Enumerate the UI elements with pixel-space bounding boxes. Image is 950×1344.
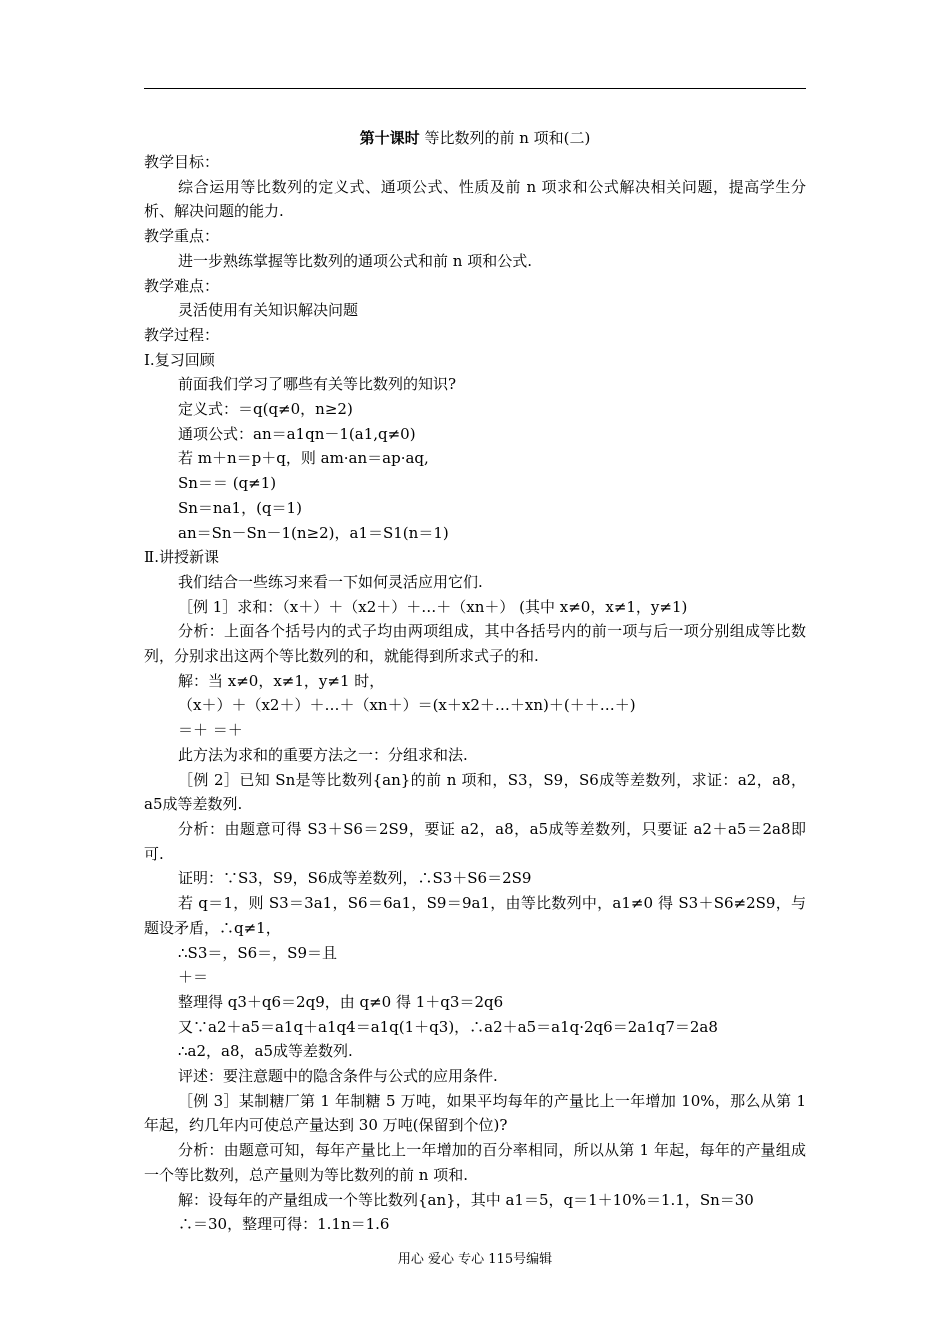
page-footer: 用心 爱心 专心 115号编辑 bbox=[397, 1252, 553, 1267]
difficulties-text: 灵活使用有关知识解决问题 bbox=[178, 301, 359, 320]
example-1-question: ［例 1］求和：（x＋）＋（x2＋）＋…＋（xn＋） (其中 x≠0，x≠1，y≠1) bbox=[178, 597, 688, 616]
section-review: Ⅰ.复习回顾 bbox=[144, 350, 215, 369]
example-3-equation: ∴＝30，整理可得：1.1n＝1.6 bbox=[178, 1215, 390, 1234]
heading-objectives: 教学目标： bbox=[144, 153, 220, 171]
header-rule bbox=[144, 88, 806, 89]
example-1-solution-step: （x＋）＋（x2＋）＋…＋（xn＋）＝(x＋x2＋…＋xn)＋(＋＋…＋) bbox=[178, 696, 636, 715]
example-2-proof-case: 若 q＝1，则 S3＝3a1，S6＝6a1，S9＝9a1，由等比数列中，a1≠0 得 S3＋S6≠2S9，与题设矛盾，∴q≠1， bbox=[144, 894, 806, 937]
formula-property: 若 m＋n＝p＋q，则 am·an＝ap·aq, bbox=[178, 449, 429, 468]
example-2-proof-conclusion: ∴a2，a8，a5成等差数列. bbox=[178, 1042, 353, 1061]
heading-process: 教学过程： bbox=[144, 325, 220, 344]
example-3-solution: 解：设每年的产量组成一个等比数列{an}，其中 a1＝5，q＝1＋10%＝1.1，Sn＝30 bbox=[178, 1190, 754, 1209]
example-1-solution-result: ＝＋ ＝＋ bbox=[178, 721, 243, 740]
formula-definition: 定义式：＝q(q≠0，n≥2) bbox=[178, 400, 353, 419]
example-2-proof-start: 证明：∵S3，S9，S6成等差数列，∴S3＋S6＝2S9 bbox=[178, 869, 532, 888]
example-2-proof-sums: ∴S3＝，S6＝，S9＝且 bbox=[178, 943, 338, 962]
review-intro: 前面我们学习了哪些有关等比数列的知识? bbox=[178, 375, 457, 394]
heading-key-points: 教学重点： bbox=[144, 227, 220, 246]
example-2-comment: 评述：要注意题中的隐含条件与公式的应用条件. bbox=[178, 1067, 498, 1086]
example-2-proof-equation: ＋＝ bbox=[178, 968, 209, 987]
lesson-title bbox=[0, 126, 950, 150]
example-2-question: ［例 2］已知 Sn是等比数列{an}的前 n 项和，S3，S9，S6成等差数列，求证：a2，a8，a5成等差数列. bbox=[144, 770, 806, 814]
example-2-analysis: 分析：由题意可得 S3＋S6＝2S9，要证 a2，a8，a5成等差数列，只要证 a2＋a5＝2a8即可. bbox=[144, 819, 806, 863]
section-new-lesson: Ⅱ.讲授新课 bbox=[144, 548, 219, 567]
example-1-analysis: 分析：上面各个括号内的式子均由两项组成，其中各括号内的前一项与后一项分别组成等比数列，分别求出这两个等比数列的和，就能得到所求式子的和. bbox=[144, 622, 806, 666]
formula-an-sn: an＝Sn－Sn－1(n≥2)，a1＝S1(n＝1) bbox=[178, 523, 449, 542]
objectives-text: 综合运用等比数列的定义式、通项公式、性质及前 n 项求和公式解决相关问题，提高学生分析、解决问题的能力. bbox=[144, 177, 806, 221]
title-rest: 等比数列的前 n 项和(二) bbox=[419, 129, 591, 147]
example-1-solution-start: 解：当 x≠0，x≠1，y≠1 时， bbox=[178, 671, 385, 690]
key-points-text: 进一步熟练掌握等比数列的通项公式和前 n 项和公式. bbox=[178, 251, 532, 270]
example-3-analysis: 分析：由题意可知，每年产量比上一年增加的百分率相同，所以从第 1 年起，每年的产量组成一个等比数列，总产量则为等比数列的前 n 项和. bbox=[144, 1141, 806, 1184]
formula-general-term: 通项公式：an＝a1qn－1(a1,q≠0) bbox=[178, 424, 416, 443]
title-bold: 第十课时 bbox=[359, 129, 420, 147]
heading-difficulties: 教学难点： bbox=[144, 276, 220, 295]
example-2-proof-derive: 又∵a2＋a5＝a1q＋a1q4＝a1q(1＋q3)，∴a2＋a5＝a1q·2q6＝2a1q7＝2a8 bbox=[178, 1017, 718, 1036]
new-lesson-intro: 我们结合一些练习来看一下如何灵活应用它们. bbox=[178, 572, 483, 591]
formula-sum-q-1: Sn＝na1，(q＝1) bbox=[178, 498, 302, 517]
document-body bbox=[144, 150, 806, 1237]
example-2-proof-simplify: 整理得 q3＋q6＝2q9，由 q≠0 得 1＋q3＝2q6 bbox=[178, 992, 504, 1011]
formula-sum-q-not-1: Sn＝＝ (q≠1) bbox=[178, 474, 277, 493]
example-3-question: ［例 3］某制糖厂第 1 年制糖 5 万吨，如果平均每年的产量比上一年增加 10%，那么从第 1 年起，约几年内可使总产量达到 30 万吨(保留到个位)? bbox=[144, 1091, 806, 1135]
example-1-method-note: 此方法为求和的重要方法之一：分组求和法. bbox=[178, 745, 468, 764]
